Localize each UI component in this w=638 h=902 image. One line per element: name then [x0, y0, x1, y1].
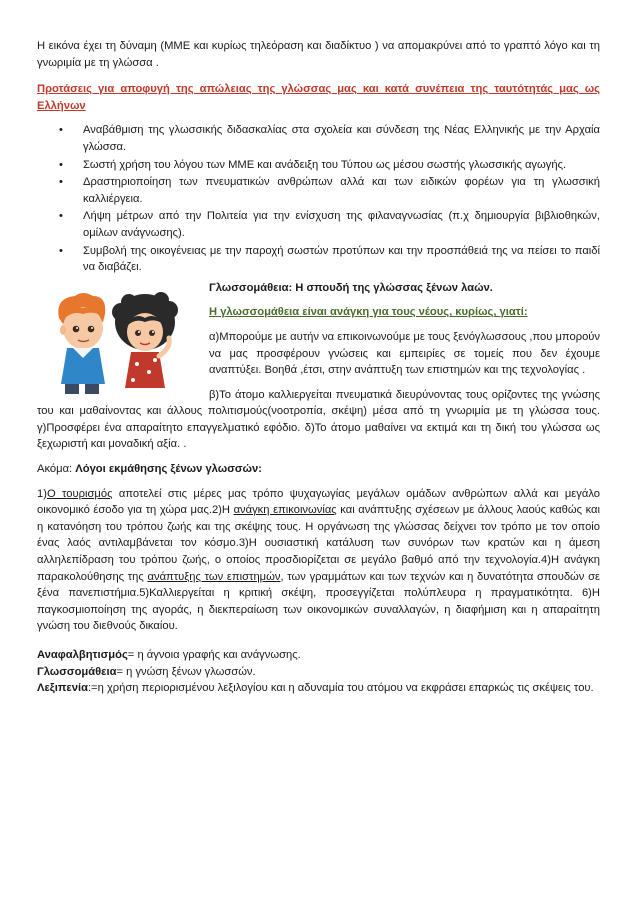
- list-item: • Αναβάθμιση της γλωσσικής διδασκαλίας στα σχολεία και σύνδεση της Νέας Ελληνικής με την Αρχαία γλώσσα.: [59, 124, 600, 153]
- bullet-icon: •: [59, 210, 63, 223]
- bullet-icon: •: [59, 158, 63, 171]
- language-learning-heading: Γλωσσομάθεια: Η σπουδή της γλώσσας ξένων λαών.: [209, 281, 493, 294]
- girl-figure: [112, 292, 178, 388]
- definition-item: Λεξιπενία:=η χρήση περιορισμένου λεξιλογίου και η αδυναμία του ατόμου να εκφράσει επαρκώς τις σκέψεις του.: [37, 682, 594, 695]
- reasons-paragraph: 1)Ο τουρισμός αποτελεί στις μέρες μας τρόπο ψυχαγωγίας μεγάλων ομάδων ανθρώπων αλλά και μεγάλο οικονομικό έσοδο για τη χώρα μας.2)Η ανάγκη επικοινωνίας και ανάπτυξης σχέσεων με άλλους λαούς καθώς και η κατανόηση του τρόπου ζωής και της σκέψης τους. Η οργάνωση της γλώσσας δείχνει τον τρόπο με τον οποίο ένας λαός αντιλαμβάνεται τον κόσμο.3)Η ουσιαστική κατάλυση των συνόρων των κρατών και η άμεση αλληλεπίδραση του τρόπου ζωής, ο οποίος προσδιορίζεται σε μεγάλο βαθμό από την τεχνολογία.4)Η ανάγκη παρακολούθησης της ανάπτυξης των επιστημών, των γραμμάτων και των τεχνών και η δυνατότητα σπουδών σε ξένα πανεπιστήμια.5)Καλλιεργείται η κριτική σκέψη, προσεγγίζεται πολύπλευρα η πραγματικότητα. 6)Η παγκοσμιοποίηση της αγοράς, η διεκπεραίωση των οικονομικών συναλλαγών, η διαφήμιση και η απαραίτητη γνώση του διεθνούς δικαίου.: [37, 487, 601, 633]
- list-item: • Συμβολή της οικογένειας με την παροχή σωστών προτύπων και την προσπάθειά της να πείσει το παιδί να διαβάζει.: [59, 244, 600, 274]
- definitions: [37, 647, 600, 697]
- language-learning-section: [37, 280, 600, 461]
- reasons-title-line: Ακόμα: Λόγοι εκμάθησης ξένων γλωσσών:: [37, 463, 262, 476]
- definition-item: Γλωσσομάθεια= η γνώση ξένων γλωσσών.: [37, 665, 256, 678]
- list-item: • Σωστή χρήση του λόγου των ΜΜΕ και ανάδειξη του Τύπου ως μέσου σωστής γλωσσικής αγωγής.: [83, 157, 600, 174]
- boy-figure: [58, 293, 105, 394]
- proposals-list: [37, 122, 600, 275]
- definition-item: Αναφαλβητισμός= η άγνοια γραφής και ανάγνωσης.: [37, 649, 301, 661]
- bullet-icon: •: [59, 176, 63, 189]
- reasons-title: Λόγοι εκμάθησης ξένων γλωσσών:: [75, 463, 262, 476]
- bullet-icon: •: [59, 124, 63, 137]
- paragraph-a: α)Μπορούμε με αυτήν να επικοινωνούμε με τους ξενόγλωσσους ,που μπορούν να μας προσφέρουν γνώσεις και εμπειρίες σε τομείς που δεν έχουμε αναπτύξει. Βοηθά ,έτσι, στην ανάπτυξη των επιστημών και της τεχνολογίας .: [209, 330, 600, 377]
- bullet-icon: •: [59, 244, 63, 257]
- document-page: [37, 38, 600, 697]
- intro-paragraph: Η εικόνα έχει τη δύναμη (ΜΜΕ και κυρίως τηλεόραση και διαδίκτυο ) να απομακρύνει από το γραπτό λόγο και τη γνωριμία με τη γλώσσα .: [37, 40, 600, 69]
- proposals-title: Προτάσεις για αποφυγή της απώλειας της γλώσσας μας και κατά συνέπεια της ταυτότητάς μας ως Ελλήνων: [37, 83, 600, 112]
- two-children-illustration: [45, 288, 185, 398]
- paragraph-b: β)Το άτομο καλλιεργείται πνευματικά διευρύνοντας τους ορίζοντες της γνώσης του και μαθαίνοντας και άλλους πολιτισμούς(νοοτροπία, σκέψη) μέσα από τη γνωριμία με τη γλώσσα τους. γ)Προσφέρει ένα απαραίτητο επαγγελματικό εφόδιο. δ)Το άτομο μαθαίνει να εκτιμά και τη δική του γλώσσα ως ξεχωριστή και μοναδική αξία. .: [37, 388, 600, 451]
- list-item: • Λήψη μέτρων από την Πολιτεία για την ενίσχυση της φιλαναγνωσίας (π.χ δημιουργία βιβλιοθηκών, ομίλων ανάγνωσης).: [59, 210, 600, 239]
- list-item: • Δραστηριοποίηση των πνευματικών ανθρώπων αλλά και των ειδικών φορέων για τη γλωσσική καλλιέργεια.: [59, 176, 600, 205]
- language-learning-subheading: Η γλωσσομάθεια είναι ανάγκη για τους νέους, κυρίως, γιατί:: [209, 306, 528, 319]
